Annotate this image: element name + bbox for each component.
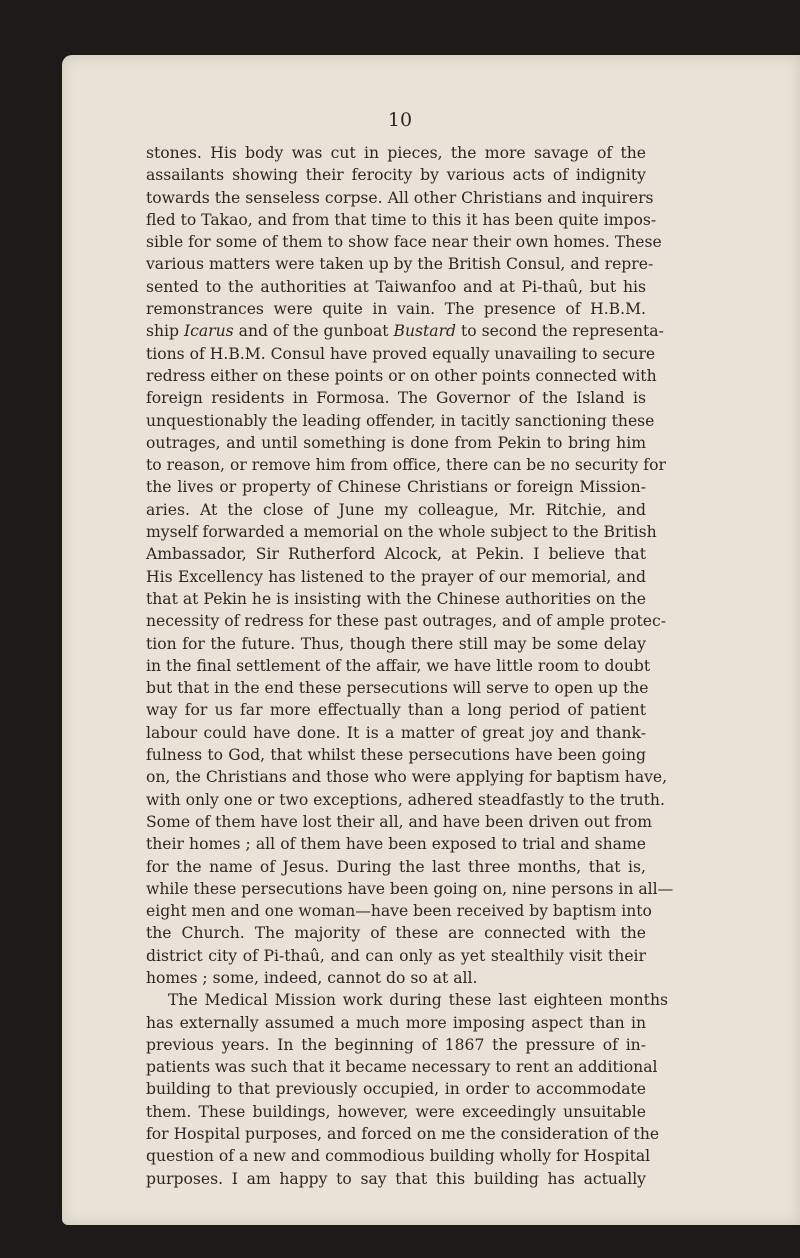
text-line: fled to Takao, and from that time to this it has been quite impos- [146,210,657,229]
text-line: with only one or two exceptions, adhered steadfastly to the truth. [146,790,665,809]
body-text [146,142,674,1190]
text-line: towards the senseless corpse. All other Christians and inquirers [146,188,654,207]
text-line: that at Pekin he is insisting with the Chinese authorities on the [146,589,646,608]
text-line: question of a new and commodious building wholly for Hospital [146,1147,651,1166]
text-line: the Church. The majority of these are connected with the [146,924,646,943]
text-line: the lives or property of Chinese Christians or foreign Mission- [146,478,646,497]
text-line: in the final settlement of the affair, we have little room to doubt [146,656,651,675]
text-line: Some of them have lost their all, and have been driven out from [146,812,653,831]
text-line: district city of Pi-thaû, and can only as yet stealthily visit their [146,946,646,965]
paragraph-1 [146,142,674,989]
text-line: remonstrances were quite in vain. The presence of H.B.M. [146,300,646,319]
text-line: for the name of Jesus. During the last three months, that is, [146,857,646,876]
text-line: necessity of redress for these past outrages, and of ample protec- [146,612,667,631]
text-line: for Hospital purposes, and forced on me the consideration of the [146,1125,660,1144]
text-line: redress either on these points or on other points connected with [146,366,657,385]
text-line: previous years. In the beginning of 1867 the pressure of in- [146,1035,646,1054]
text-line: ship Icarus and of the gunboat Bustard to second the representa- [146,322,664,341]
text-line: way for us far more effectually than a long period of patient [146,701,646,720]
text-line: unquestionably the leading offender, in tacitly sanctioning these [146,411,655,430]
text-line: tion for the future. Thus, though there still may be some delay [146,634,646,653]
text-line: sented to the authorities at Taiwanfoo and at Pi-thaû, but his [146,277,646,296]
text-line: Ambassador, Sir Rutherford Alcock, at Pekin. I believe that [146,545,646,564]
text-line: tions of H.B.M. Consul have proved equally unavailing to secure [146,344,656,363]
text-line: stones. His body was cut in pieces, the more savage of the [146,144,646,162]
text-line: them. These buildings, however, were exceedingly unsuitable [146,1102,646,1121]
text-line: on, the Christians and those who were applying for baptism have, [146,768,668,787]
text-line: eight men and one woman—have been received by baptism into [146,902,652,921]
text-line: to reason, or remove him from office, there can be no security for [146,456,666,475]
text-line: building to that previously occupied, in order to accommodate [146,1080,646,1099]
text-line: but that in the end these persecutions will serve to open up the [146,679,649,698]
text-line: assailants showing their ferocity by various acts of indignity [146,166,646,185]
text-line: outrages, and until something is done from Pekin to bring him [146,433,646,452]
text-line: various matters were taken up by the British Consul, and repre- [146,255,654,274]
text-line: fulness to God, that whilst these persecutions have been going [146,746,646,765]
page-number: 10 [387,109,413,131]
text-line: His Excellency has listened to the prayer of our memorial, and [146,567,646,586]
text-line: aries. At the close of June my colleague, Mr. Ritchie, and [146,500,646,519]
text-line: purposes. I am happy to say that this building has actually [146,1169,646,1188]
text-line: The Medical Mission work during these last eighteen months [168,991,668,1010]
text-line: has externally assumed a much more imposing aspect than in [146,1013,646,1032]
text-line: patients was such that it became necessary to rent an additional [146,1058,658,1077]
text-line: homes ; some, indeed, cannot do so at all. [146,968,478,987]
text-line: labour could have done. It is a matter of great joy and thank- [146,723,646,742]
text-line: foreign residents in Formosa. The Governor of the Island is [146,389,646,408]
text-line: myself forwarded a memorial on the whole subject to the British [146,523,657,542]
paragraph-2 [146,989,668,1190]
text-line: while these persecutions have been going on, nine persons in all— [146,879,674,898]
text-line: sible for some of them to show face near their own homes. These [146,233,662,252]
text-line: their homes ; all of them have been exposed to trial and shame [146,835,646,854]
